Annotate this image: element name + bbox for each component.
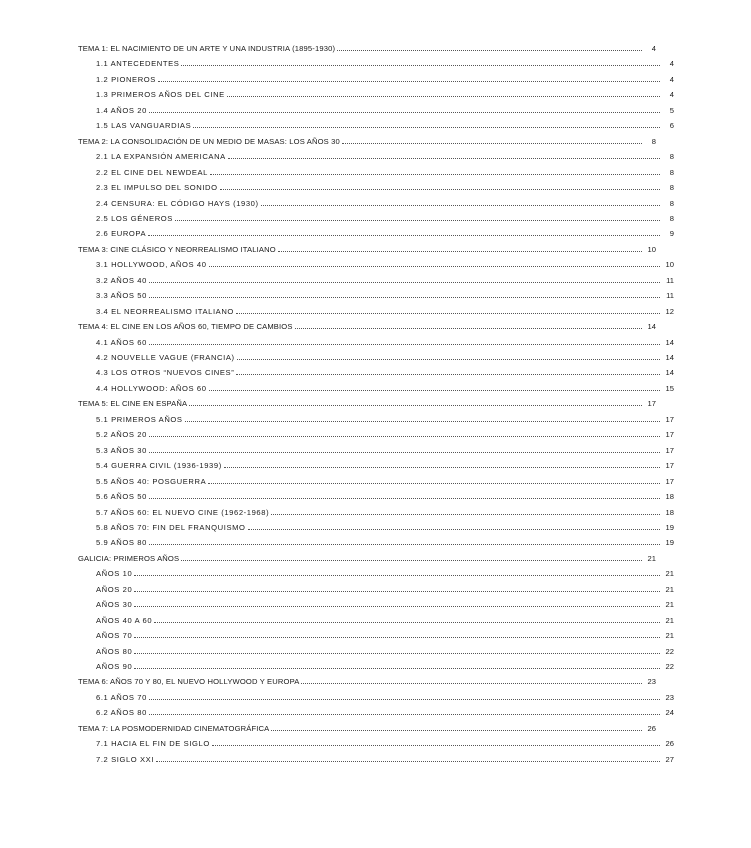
toc-page-number: 8 (669, 167, 674, 177)
toc-page-number: 19 (665, 522, 674, 532)
toc-dot-leader (181, 559, 642, 561)
toc-dot-leader (271, 513, 660, 515)
toc-entry-title: 7.2 SIGLO XXI (96, 754, 155, 764)
toc-page-number: 23 (665, 692, 674, 702)
toc-entry-title: 4.4 HOLLYWOOD: AÑOS 60 (96, 383, 207, 393)
toc-entry-title: AÑOS 70 (96, 631, 133, 641)
toc-entry-title: 1.5 LAS VANGUARDIAS (96, 121, 192, 131)
toc-dot-leader (149, 713, 660, 715)
toc-section-entry[interactable] (0, 705, 751, 717)
toc-entry-title: 5.9 AÑOS 80 (96, 538, 147, 548)
toc-page-number: 17 (665, 430, 674, 440)
toc-page-number: 22 (665, 646, 674, 656)
toc-dot-leader (301, 682, 642, 684)
toc-chapter-entry[interactable] (0, 721, 733, 733)
toc-entry-title: 5.1 PRIMEROS AÑOS (96, 414, 183, 424)
toc-section-entry[interactable] (0, 443, 751, 455)
toc-section-entry[interactable] (0, 149, 751, 161)
toc-entry-title: AÑOS 30 (96, 600, 133, 610)
toc-page-number: 21 (665, 631, 674, 641)
toc-dot-leader (149, 343, 660, 345)
toc-section-entry[interactable] (0, 381, 751, 393)
toc-section-entry[interactable] (0, 489, 751, 501)
toc-section-entry[interactable] (0, 350, 751, 362)
toc-page-number: 17 (665, 476, 674, 486)
toc-section-entry[interactable] (0, 365, 751, 377)
toc-dot-leader (149, 296, 660, 298)
toc-dot-leader (149, 451, 660, 453)
toc-page-number: 12 (665, 306, 674, 316)
toc-page-number: 14 (665, 337, 674, 347)
toc-dot-leader (134, 667, 660, 669)
toc-page-number: 4 (669, 59, 674, 69)
toc-entry-title: TEMA 4: EL CINE EN LOS AÑOS 60, TIEMPO DE CAMBIOS (78, 322, 293, 332)
toc-page-number: 17 (647, 399, 656, 409)
toc-page-number: 22 (665, 662, 674, 671)
toc-entry-title: 5.8 AÑOS 70: FIN DEL FRANQUISMO (96, 522, 246, 532)
toc-section-entry[interactable] (0, 566, 751, 578)
toc-chapter-entry[interactable] (0, 551, 733, 563)
toc-chapter-entry[interactable] (0, 319, 733, 331)
toc-section-entry[interactable] (0, 628, 751, 640)
toc-entry-title: TEMA 2: LA CONSOLIDACIÓN DE UN MEDIO DE MASAS: LOS AÑOS 30 (78, 136, 340, 146)
toc-page-number: 8 (669, 152, 674, 162)
toc-dot-leader (224, 466, 660, 468)
toc-dot-leader (208, 482, 660, 484)
toc-section-entry[interactable] (0, 427, 751, 439)
toc-dot-leader (220, 188, 660, 190)
toc-section-entry[interactable] (0, 118, 751, 130)
toc-dot-leader (271, 729, 642, 731)
toc-section-entry[interactable] (0, 659, 751, 671)
toc-chapter-entry[interactable] (0, 134, 733, 146)
toc-dot-leader (261, 204, 660, 206)
toc-entry-title: 5.6 AÑOS 50 (96, 492, 147, 502)
toc-section-entry[interactable] (0, 644, 751, 656)
toc-entry-title: 5.5 AÑOS 40: POSGUERRA (96, 476, 207, 486)
toc-section-entry[interactable] (0, 505, 751, 517)
toc-page-number: 9 (669, 229, 674, 239)
toc-entry-title: 4.1 AÑOS 60 (96, 337, 147, 347)
toc-dot-leader (134, 636, 660, 638)
toc-dot-leader (209, 389, 660, 391)
toc-section-entry[interactable] (0, 273, 751, 285)
toc-dot-leader (149, 497, 660, 499)
toc-chapter-entry[interactable] (0, 41, 733, 53)
toc-section-entry[interactable] (0, 211, 751, 223)
toc-entry-title: 1.2 PIONEROS (96, 74, 156, 84)
toc-dot-leader (134, 574, 660, 576)
toc-page-number: 21 (665, 569, 674, 579)
toc-dot-leader (134, 590, 660, 592)
toc-dot-leader (342, 142, 642, 144)
toc-entry-title: 1.3 PRIMEROS AÑOS DEL CINE (96, 90, 225, 100)
toc-section-entry[interactable] (0, 72, 751, 84)
toc-section-entry[interactable] (0, 304, 751, 316)
toc-dot-leader (148, 234, 660, 236)
toc-entry-title: TEMA 6: AÑOS 70 Y 80, EL NUEVO HOLLYWOOD Y EUROPA (78, 677, 300, 687)
toc-entry-title: AÑOS 40 A 60 (96, 615, 153, 625)
toc-dot-leader (278, 250, 642, 252)
toc-entry-title: GALICIA: PRIMEROS AÑOS (78, 553, 180, 563)
toc-entry-title: 4.3 LOS OTROS “NUEVOS CINES” (96, 368, 235, 378)
toc-section-entry[interactable] (0, 257, 751, 269)
toc-section-entry[interactable] (0, 535, 751, 547)
toc-entry-title: 5.7 AÑOS 60: EL NUEVO CINE (1962-1968) (96, 507, 270, 517)
toc-page-number: 24 (665, 708, 674, 718)
toc-page-number: 26 (665, 739, 674, 749)
toc-dot-leader (212, 744, 660, 746)
toc-chapter-entry[interactable] (0, 674, 733, 686)
toc-entry-title: 2.1 LA EXPANSIÓN AMERICANA (96, 152, 226, 162)
toc-dot-leader (181, 64, 660, 66)
toc-dot-leader (149, 543, 660, 545)
toc-dot-leader (149, 111, 660, 113)
toc-dot-leader (236, 312, 660, 314)
toc-page-number: 11 (666, 275, 674, 285)
toc-dot-leader (295, 327, 642, 329)
toc-entry-title: 5.4 GUERRA CIVIL (1936-1939) (96, 461, 222, 471)
toc-entry-title: 3.4 EL NEORREALISMO ITALIANO (96, 306, 234, 316)
toc-entry-title: 2.3 EL IMPULSO DEL SONIDO (96, 183, 218, 193)
toc-page-number: 4 (669, 90, 674, 100)
toc-chapter-entry[interactable] (0, 396, 733, 408)
toc-page-number: 8 (669, 213, 674, 223)
toc-page-number: 11 (666, 291, 674, 301)
toc-page-number: 18 (665, 507, 674, 517)
toc-section-entry[interactable] (0, 736, 751, 748)
toc-dot-leader (158, 80, 660, 82)
toc-entry-title: 5.3 AÑOS 30 (96, 445, 147, 455)
toc-page-number: 8 (651, 136, 656, 146)
toc-dot-leader (149, 698, 660, 700)
toc-page-number: 15 (665, 383, 674, 393)
toc-section-entry[interactable] (0, 474, 751, 486)
toc-entry-title: 3.1 HOLLYWOOD, AÑOS 40 (96, 260, 207, 270)
toc-section-entry[interactable] (0, 690, 751, 702)
toc-chapter-entry[interactable] (0, 242, 733, 254)
toc-dot-leader (149, 281, 660, 283)
toc-dot-leader (248, 528, 660, 530)
toc-entry-title: 6.2 AÑOS 80 (96, 708, 147, 718)
toc-page-number: 10 (647, 244, 656, 254)
toc-section-entry[interactable] (0, 56, 751, 68)
toc-entry-title: AÑOS 90 (96, 662, 133, 671)
toc-entry-title: 4.2 NOUVELLE VAGUE (FRANCIA) (96, 353, 235, 362)
toc-section-entry[interactable] (0, 597, 751, 609)
toc-dot-leader (337, 49, 642, 51)
toc-page-number: 17 (665, 414, 674, 424)
toc-dot-leader (228, 157, 660, 159)
toc-section-entry[interactable] (0, 180, 751, 192)
toc-dot-leader (134, 605, 660, 607)
toc-section-entry[interactable] (0, 196, 751, 208)
toc-page-number: 14 (647, 322, 656, 332)
toc-page-number: 6 (669, 121, 674, 131)
toc-entry-title: 1.1 ANTECEDENTES (96, 59, 180, 69)
toc-entry-title: 2.5 LOS GÉNEROS (96, 213, 173, 223)
toc-page-number: 5 (669, 105, 674, 115)
toc-section-entry[interactable] (0, 520, 751, 532)
toc-page-number: 21 (665, 615, 674, 625)
toc-entry-title: TEMA 1: EL NACIMIENTO DE UN ARTE Y UNA INDUSTRIA (1895-1930) (78, 44, 336, 53)
toc-page-number: 23 (647, 677, 656, 687)
toc-dot-leader (156, 760, 660, 762)
toc-section-entry[interactable] (0, 288, 751, 300)
toc-entry-title: 6.1 AÑOS 70 (96, 692, 147, 702)
toc-page-number: 19 (665, 538, 674, 548)
toc-entry-title: AÑOS 20 (96, 584, 133, 594)
toc-entry-title: TEMA 5: EL CINE EN ESPAÑA (78, 399, 188, 409)
toc-dot-leader (154, 621, 660, 623)
toc-dot-leader (210, 173, 660, 175)
toc-page-number: 4 (651, 44, 656, 53)
toc-section-entry[interactable] (0, 103, 751, 115)
toc-section-entry[interactable] (0, 87, 751, 99)
toc-dot-leader (134, 652, 660, 654)
toc-section-entry[interactable] (0, 613, 751, 625)
toc-page-number: 8 (669, 198, 674, 208)
toc-dot-leader (236, 373, 660, 375)
toc-page-number: 17 (665, 445, 674, 455)
toc-section-entry[interactable] (0, 165, 751, 177)
toc-page-number: 27 (665, 754, 674, 764)
toc-page-number: 21 (647, 553, 656, 563)
toc-entry-title: 2.2 EL CINE DEL NEWDEAL (96, 167, 208, 177)
toc-entry-title: 3.2 AÑOS 40 (96, 275, 147, 285)
toc-dot-leader (149, 435, 660, 437)
toc-page-number: 4 (669, 74, 674, 84)
toc-entry-title: 1.4 AÑOS 20 (96, 105, 147, 115)
toc-page-number: 21 (665, 600, 674, 610)
toc-entry-title: 3.3 AÑOS 50 (96, 291, 147, 301)
toc-entry-title: TEMA 3: CINE CLÁSICO Y NEORREALISMO ITALIANO (78, 244, 276, 254)
toc-section-entry[interactable] (0, 335, 751, 347)
toc-entry-title: 7.1 HACIA EL FIN DE SIGLO (96, 739, 210, 749)
toc-section-entry[interactable] (0, 582, 751, 594)
toc-dot-leader (185, 420, 660, 422)
toc-section-entry[interactable] (0, 458, 751, 470)
toc-dot-leader (237, 358, 660, 360)
toc-entry-title: 2.4 CENSURA: EL CÓDIGO HAYS (1930) (96, 198, 259, 208)
toc-section-entry[interactable] (0, 752, 751, 764)
toc-page-number: 14 (665, 353, 674, 362)
toc-page-number: 14 (665, 368, 674, 378)
toc-page-number: 21 (665, 584, 674, 594)
toc-dot-leader (193, 126, 660, 128)
toc-dot-leader (209, 265, 660, 267)
toc-page-number: 26 (647, 723, 656, 733)
toc-entry-title: AÑOS 10 (96, 569, 133, 579)
toc-entry-title: 2.6 EUROPA (96, 229, 147, 239)
toc-dot-leader (189, 404, 642, 406)
toc-dot-leader (175, 219, 660, 221)
toc-section-entry[interactable] (0, 226, 751, 238)
toc-entry-title: AÑOS 80 (96, 646, 133, 656)
toc-page-number: 10 (665, 260, 674, 270)
toc-dot-leader (227, 95, 660, 97)
toc-page-number: 17 (665, 461, 674, 471)
toc-entry-title: 5.2 AÑOS 20 (96, 430, 147, 440)
toc-page-number: 18 (665, 492, 674, 502)
toc-section-entry[interactable] (0, 412, 751, 424)
toc-page-number: 8 (669, 183, 674, 193)
toc-entry-title: TEMA 7: LA POSMODERNIDAD CINEMATOGRÁFICA (78, 723, 270, 733)
